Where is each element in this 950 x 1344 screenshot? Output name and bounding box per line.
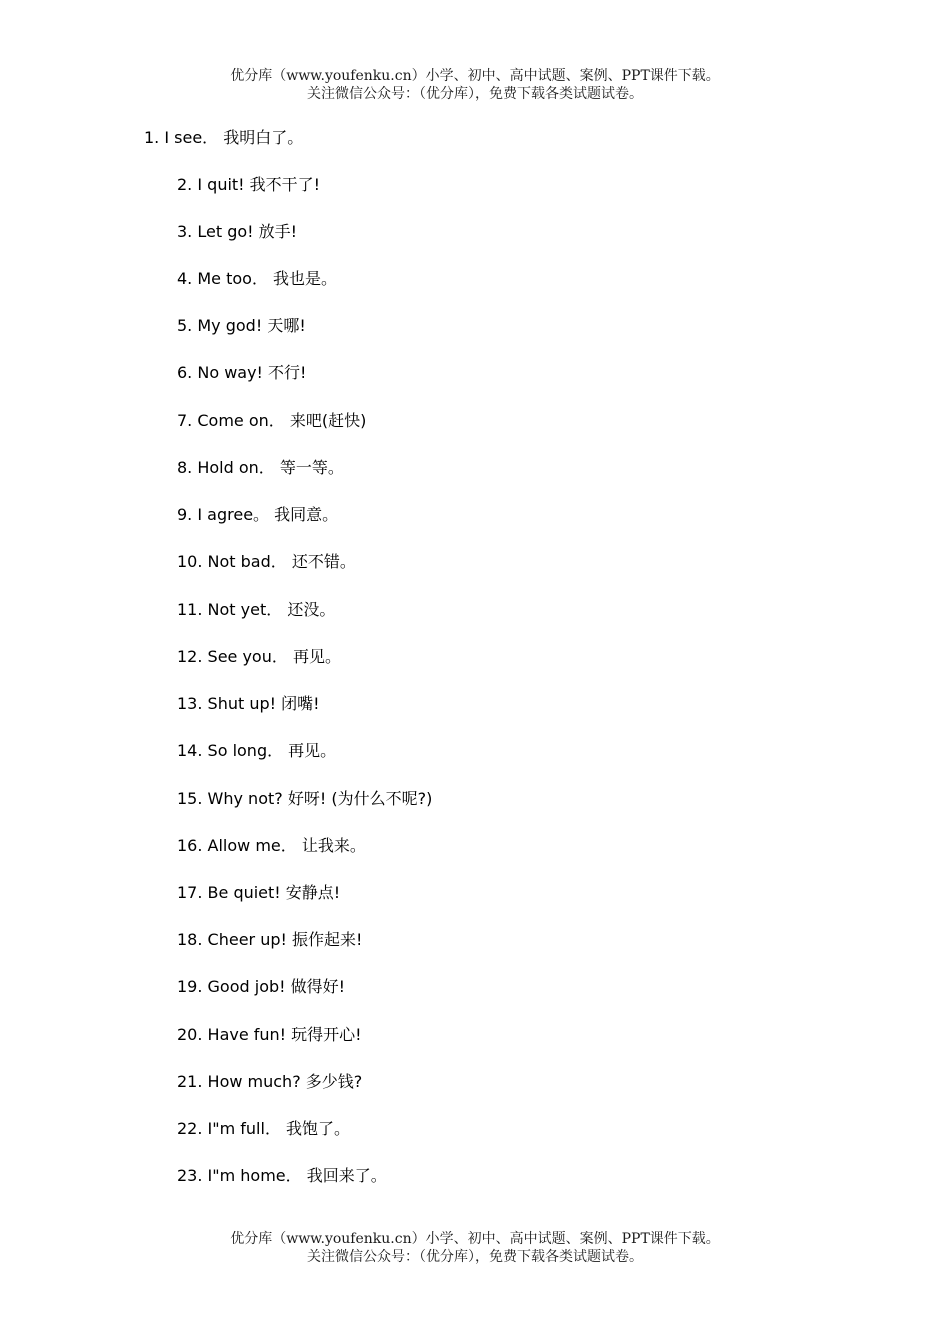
phrase-item: 5. My god! 天哪! [177, 316, 306, 335]
header-line-2: 关注微信公众号：（优分库），免费下载各类试题试卷。 [307, 86, 643, 102]
header-line-1: 优分库（www.youfenku.cn）小学、初中、高中试题、案例、PPT课件下载。 [230, 68, 720, 84]
phrase-item: 2. I quit! 我不干了! [177, 175, 321, 194]
page-footer [0, 1230, 950, 1266]
phrase-item: 19. Good job! 做得好! [177, 977, 346, 996]
phrase-item: 6. No way! 不行! [177, 363, 307, 382]
phrase-item: 15. Why not? 好呀! (为什么不呢?) [177, 789, 433, 808]
footer-line-1: 优分库（www.youfenku.cn）小学、初中、高中试题、案例、PPT课件下载。 [230, 1231, 720, 1247]
phrase-item: 14. So long． 再见。 [177, 741, 337, 760]
phrase-item: 10. Not bad． 还不错。 [177, 552, 356, 571]
phrase-item: 13. Shut up! 闭嘴! [177, 694, 320, 713]
phrase-item: 8. Hold on． 等一等。 [177, 458, 344, 477]
phrase-item: 23. I"m home． 我回来了。 [177, 1166, 387, 1185]
phrase-item: 12. See you． 再见。 [177, 647, 341, 666]
phrase-item: 20. Have fun! 玩得开心! [177, 1025, 362, 1044]
phrase-item: 17. Be quiet! 安静点! [177, 883, 341, 902]
phrase-item: 1. I see． 我明白了。 [144, 128, 304, 147]
phrase-item: 9. I agree。 我同意。 [177, 505, 339, 524]
phrase-item: 3. Let go! 放手! [177, 222, 298, 241]
phrase-item: 18. Cheer up! 振作起来! [177, 930, 363, 949]
phrase-item: 11. Not yet． 还没。 [177, 600, 336, 619]
phrase-item: 4. Me too． 我也是。 [177, 269, 338, 288]
phrase-item: 7. Come on． 来吧(赶快) [177, 411, 367, 430]
phrase-item: 16. Allow me． 让我来。 [177, 836, 366, 855]
footer-line-2: 关注微信公众号：（优分库），免费下载各类试题试卷。 [307, 1249, 643, 1265]
phrase-item: 21. How much? 多少钱? [177, 1072, 363, 1091]
phrase-item: 22. I"m full． 我饱了。 [177, 1119, 351, 1138]
page-header [0, 67, 950, 103]
